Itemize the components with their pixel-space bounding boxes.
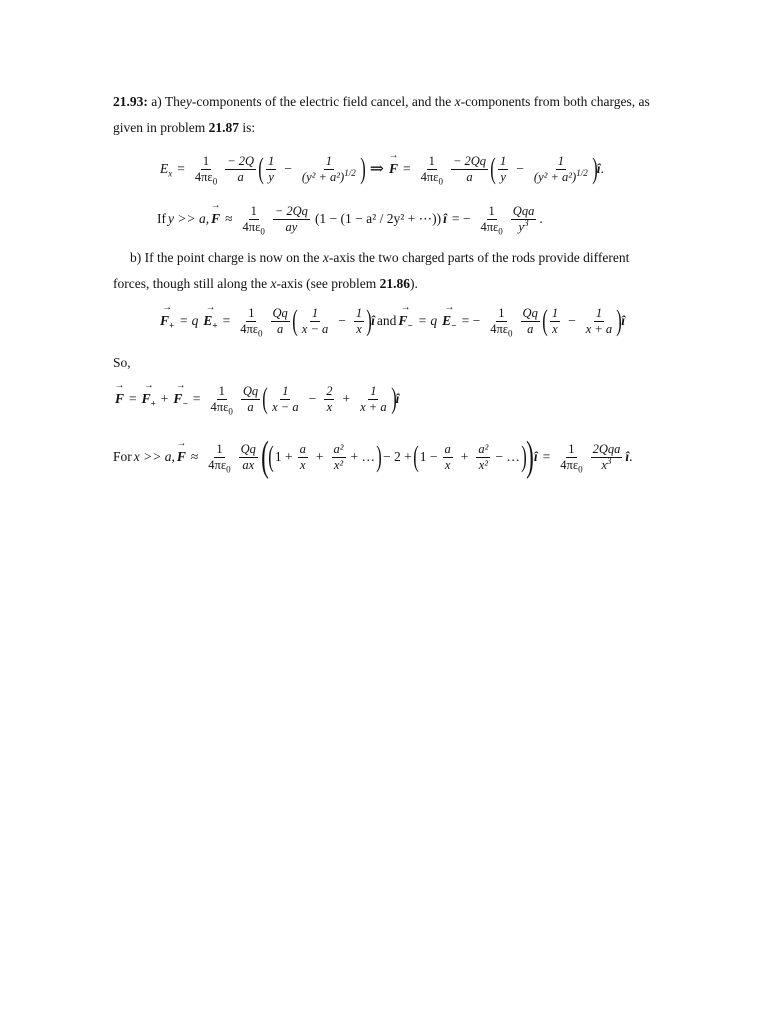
eq1-equals: = [177,161,185,176]
eq3-eminus: → $E_-$ [442,313,456,329]
eq3-right-paren: ) [366,304,372,337]
eq3-factor-fraction: $\frac{Qq}{a}$ [272,305,288,336]
part-b-paragraph [113,245,653,297]
eq5-right-paren-2: ) [521,440,527,473]
part-b-text-2: -axis the two charged parts of the rods provide different forces, though still along the [113,250,630,291]
part-b-x-var: x [322,250,329,265]
eq5-dots-1: + … [350,449,376,464]
eq4-equals: = [129,391,137,406]
eq5-outer-right-paren: ) [526,434,534,480]
eq1-equals-2: = [403,161,411,176]
part-a-label: a) [151,94,162,109]
eq1-right-paren-2: ) [591,152,598,185]
eq3-equals-q-2: = q [417,313,438,328]
eq5-left-paren-2: ( [413,440,419,473]
eq3-i-hat: î [371,313,375,328]
eq2-if: If [157,211,166,226]
eq3-minus-2: − [568,313,576,328]
eq3-fminus: → $F_-$ [398,313,412,329]
eq1-force-vector: → F [389,161,398,177]
eq4-i-hat: î [395,391,400,406]
eq1-right-paren: ) [359,152,366,185]
equation-net-force [115,378,399,420]
eq5-factor-fraction: $\frac{Qq}{ax}$ [240,441,256,472]
eq2-result-fraction: $\frac{\text{Qqa}}{y^3}$ [512,203,535,234]
eq2-equals: = − [451,211,471,226]
eq3-left-paren-2: ( [542,304,548,337]
eq4-fminus: → $F_-$ [173,391,187,407]
eq5-result-fraction: $\frac{\text{2Qqa}}{x^3}$ [592,441,621,472]
eq3-term1-fraction: $\frac{1}{x - a}$ [301,305,329,336]
part-b-text-3: -axis (see problem [276,276,377,291]
eq3-const-fraction: $\frac{1}{4\pi\varepsilon_0}$ [240,305,263,338]
eq1-factor-fraction-2: $\frac{- 2Qq}{a}$ [452,153,487,184]
eq5-left-paren-1: ( [268,440,274,473]
problem-number: 21.93: [113,94,148,109]
eq5-outer-left-paren: ( [261,434,269,480]
eq5-plus: + [315,449,324,464]
eq4-term1-fraction: $\frac{1}{x - a}$ [272,383,299,414]
eq5-force-vector: → F [177,449,186,465]
eq4-factor-fraction: $\frac{Qq}{a}$ [242,383,259,414]
eq3-term3-fraction: $\frac{1}{x}$ [551,305,559,336]
part-a-text-4: is: [242,120,256,135]
eq1-left-paren-2: ( [490,152,496,185]
eq1-factor-fraction: $\frac{- 2Q}{a}$ [227,153,255,184]
eq3-term4-fraction: $\frac{1}{x + a}$ [585,305,613,336]
eq3-and: and [376,313,397,328]
eq5-right-paren-1: ) [376,440,382,473]
part-a-x-var: x [454,94,461,109]
eq3-equals-q: = q [179,313,199,328]
eq3-equals-minus: = − [461,313,481,328]
part-b-ref: 21.86 [379,276,410,291]
eq5-const-fraction-2: $\frac{1}{4\pi\varepsilon_0}$ [560,441,583,474]
eq5-dots-2: − … [495,449,520,464]
equation-far-limit-y [157,199,543,239]
eq5-one-minus: 1 − [419,449,438,464]
eq1-minus: − [284,161,292,176]
eq5-plus-2: + [460,449,469,464]
eq2-end: . [539,211,543,226]
eq5-end: . [629,449,633,464]
part-b-text-1: If the point charge is now on the [144,250,320,265]
eq5-approx: ≈ [190,449,199,464]
part-b-x-var-2: x [270,276,277,291]
eq5-i-hat: î [533,449,538,464]
eq4-term2-fraction: $\frac{2}{x}$ [326,383,333,414]
eq1-term1-fraction: $\frac{1}{y}$ [268,153,275,184]
eq4-fplus: → $F_+$ [142,391,156,407]
eq2-series: (1 − (1 − a² / 2y² + ⋯)) [314,211,442,226]
eq5-for: For [113,449,132,464]
eq5-series4-fraction: $\frac{\text{a²}}{\text{x²}}$ [478,441,489,472]
so-label: So, [113,355,131,370]
eq3-fplus: → $F_+$ [160,313,174,329]
eq2-factor-fraction: $\frac{- 2Qq}{ay}$ [274,203,308,234]
eq5-equals: = [542,449,551,464]
eq3-right-paren-2: ) [616,304,622,337]
part-a-ref: 21.87 [208,120,239,135]
eq4-equals-2: = [192,391,201,406]
eq4-force-vector: → F [115,391,124,407]
eq1-minus-2: − [516,161,524,176]
eq3-equals: = [222,313,231,328]
equation-far-limit-x [113,432,633,482]
eq1-i-hat: î [596,161,601,176]
eq1-implies: ⇒ [369,159,384,178]
eq1-term3-fraction: $\frac{1}{y}$ [500,153,507,184]
eq2-i-hat: î [443,211,447,226]
part-a-paragraph [113,89,653,141]
eq4-minus: − [308,391,317,406]
eq2-const-fraction: $\frac{1}{4\pi\varepsilon_0}$ [242,203,265,236]
eq5-series1-fraction: $\frac{a}{x}$ [299,441,306,472]
eq3-left-paren: ( [292,304,298,337]
part-a-y-var: y [185,94,192,109]
eq2-approx: ≈ [225,211,233,226]
eq2-force-vector: → F [211,211,220,227]
eq3-factor-fraction-2: $\frac{Qq}{a}$ [522,305,538,336]
equation-ex [160,148,604,190]
eq3-eplus: → $E_+$ [203,313,217,329]
part-a-text-3: -components from both charges, as given in problem [113,94,650,135]
eq4-const-fraction: $\frac{1}{4\pi\varepsilon_0}$ [210,383,233,416]
eq1-end: . [600,161,604,176]
eq1-lhs: $E_x$ [160,161,173,179]
part-a-text-2: -components of the electric field cancel, and the [191,94,452,109]
eq3-term2-fraction: $\frac{1}{x}$ [355,305,363,336]
eq4-plus-2: + [342,391,351,406]
eq5-minus-two-plus: − 2 + [383,449,412,464]
eq1-term2-fraction: $\frac{1}{(y^2 + a^2)^{1/2}}$ [301,153,356,184]
eq5-i-hat-2: î [625,449,630,464]
eq4-left-paren: ( [262,382,268,415]
eq2-condition: y >> a, [168,211,210,226]
eq5-series2-fraction: $\frac{\text{a²}}{\text{x²}}$ [333,441,344,472]
eq4-term3-fraction: $\frac{1}{x + a}$ [360,383,387,414]
part-b-label: b) [130,250,142,265]
part-a-text-1: The [164,94,186,109]
part-b-text-4: ). [409,276,418,291]
eq1-left-paren: ( [258,152,264,185]
eq5-series3-fraction: $\frac{a}{x}$ [444,441,451,472]
eq3-minus: − [338,313,346,328]
eq2-const-fraction-2: $\frac{1}{4\pi\varepsilon_0}$ [480,203,503,236]
eq3-i-hat-2: î [621,313,625,328]
eq4-right-paren: ) [390,382,397,415]
eq4-plus: + [160,391,169,406]
eq5-const-fraction: $\frac{1}{4\pi\varepsilon_0}$ [208,441,231,474]
eq5-condition: x >> a, [133,449,175,464]
eq1-const-fraction: $\frac{1}{4\pi\varepsilon_0}$ [194,153,218,186]
equation-forces [160,300,625,342]
eq1-const-fraction-2: $\frac{1}{4\pi\varepsilon_0}$ [420,153,443,186]
eq3-const-fraction-2: $\frac{1}{4\pi\varepsilon_0}$ [490,305,513,338]
eq1-term4-fraction: $\frac{1}{(y^2 + a^2)^{1/2}}$ [533,153,588,184]
eq5-one-plus: 1 + [274,449,293,464]
